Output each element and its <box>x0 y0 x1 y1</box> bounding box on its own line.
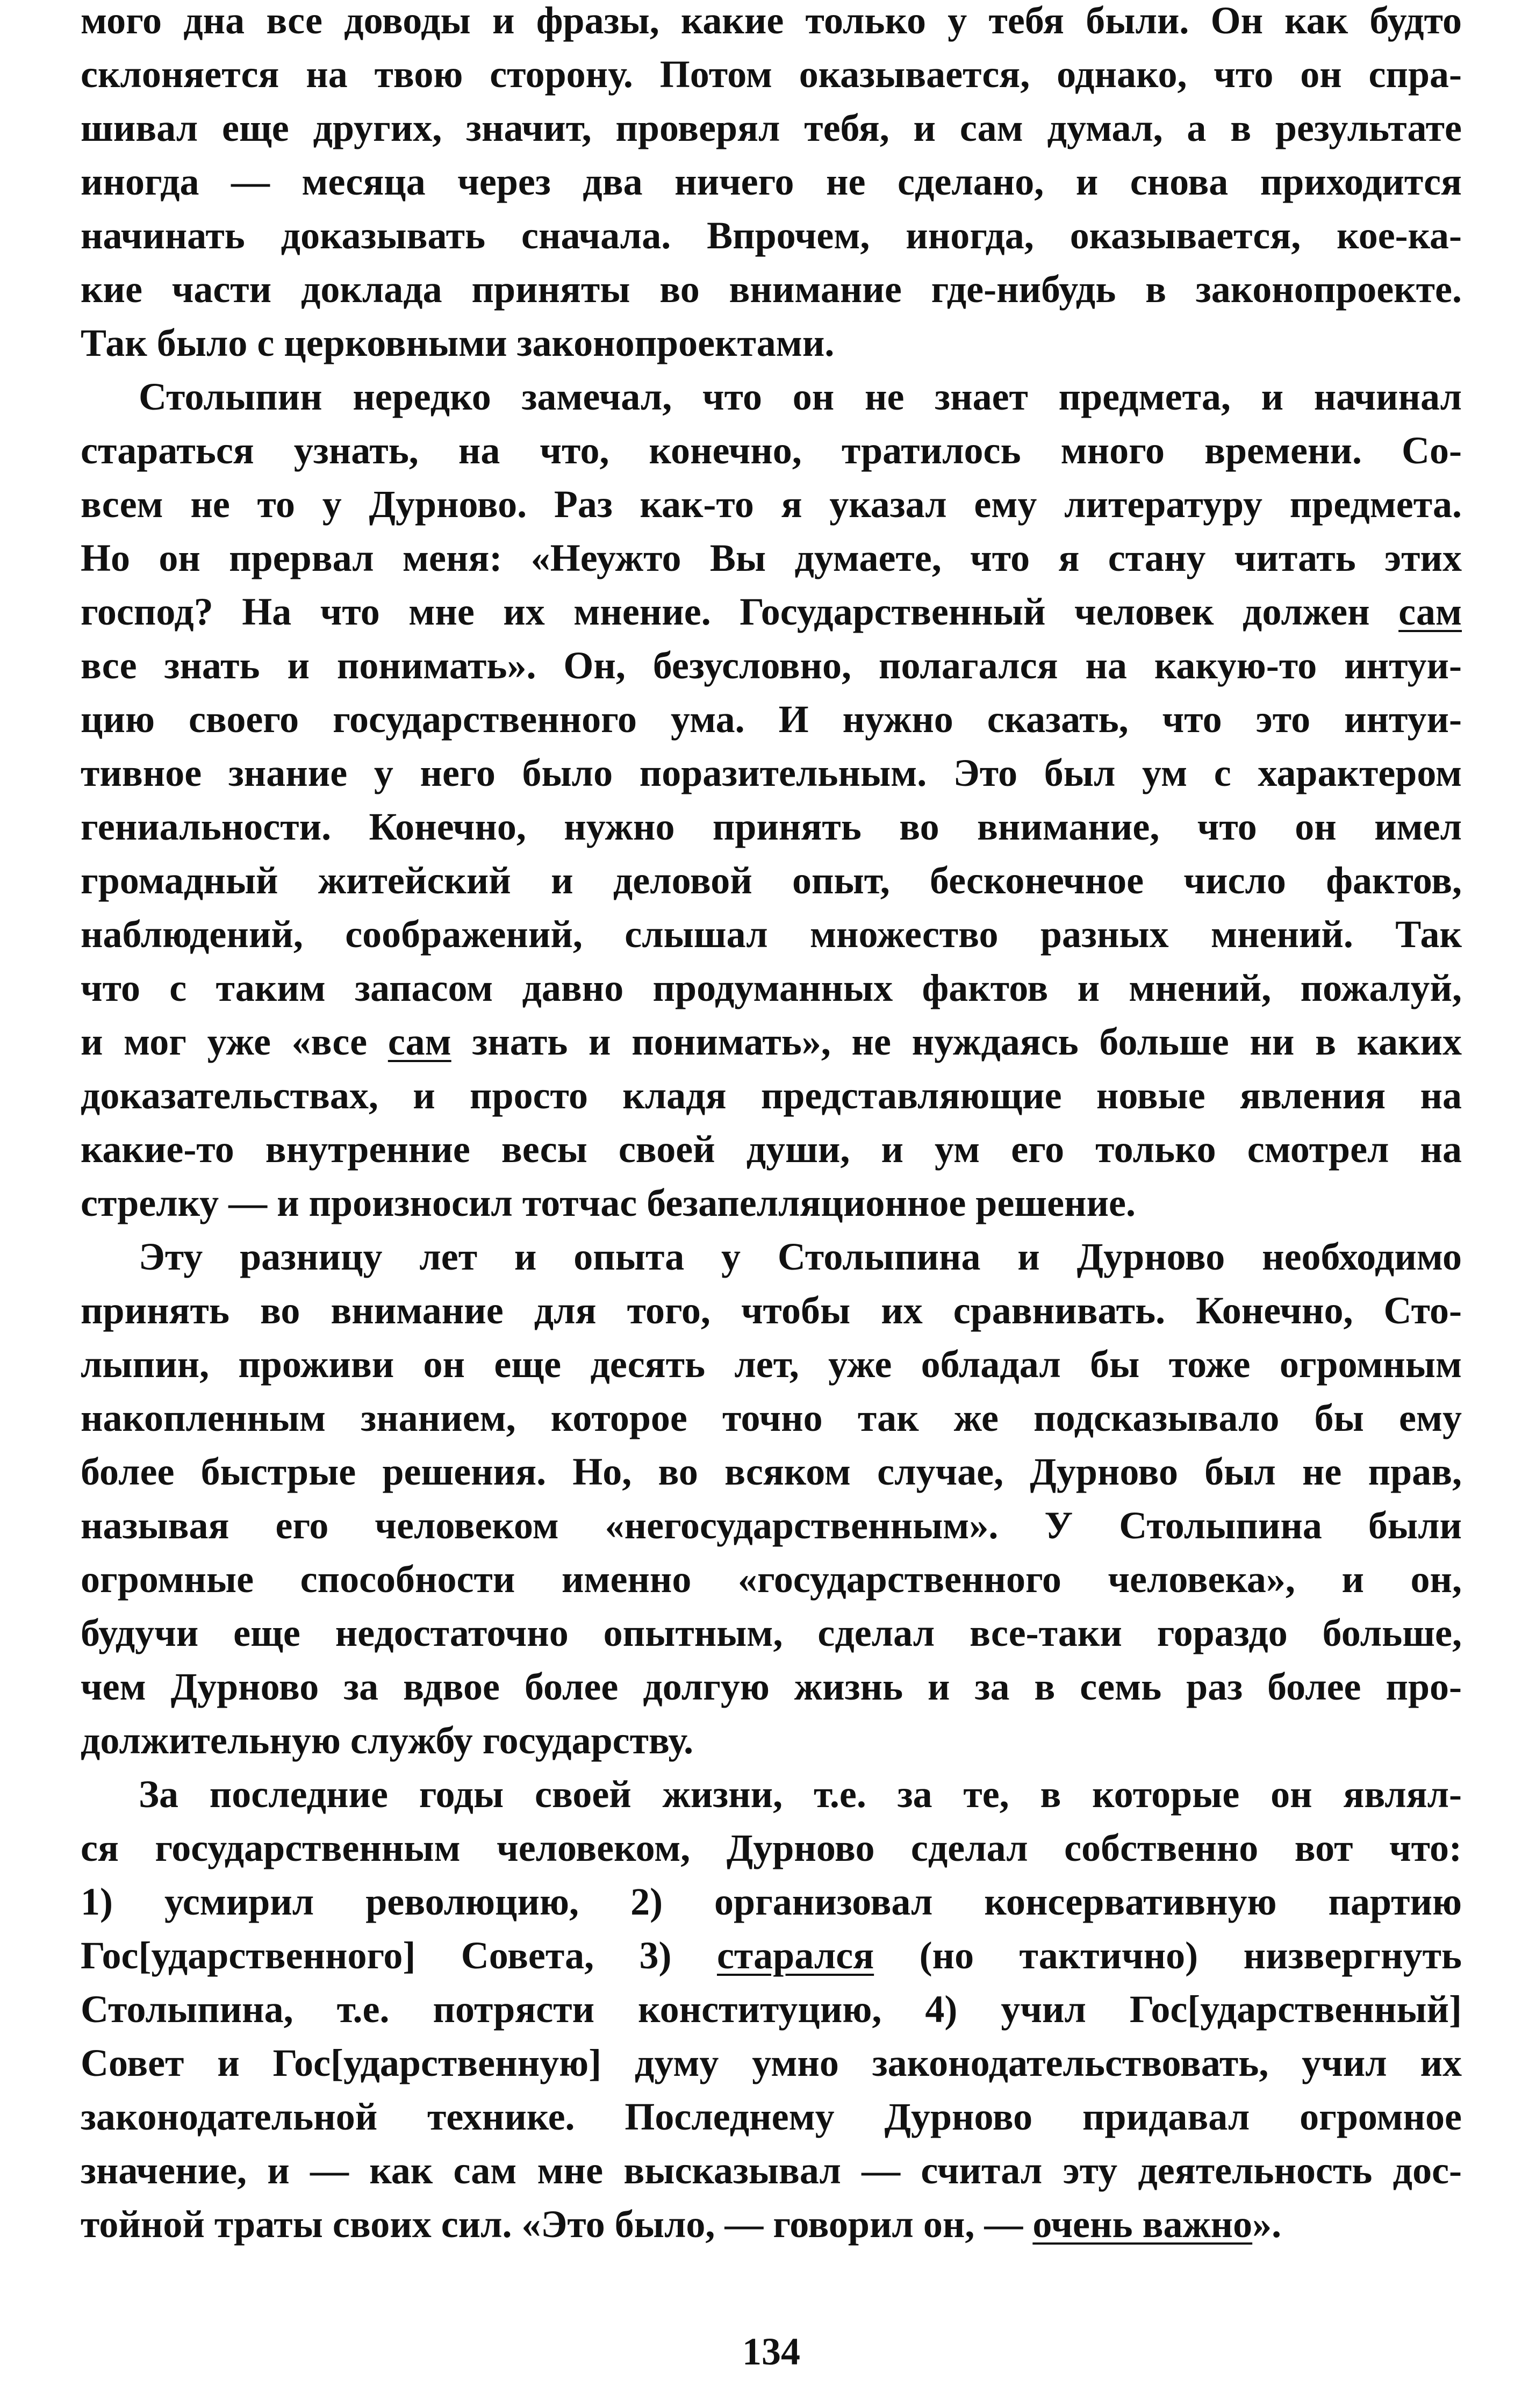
text-line <box>81 1821 1462 1875</box>
text-line <box>81 746 1462 800</box>
text-line <box>81 262 1462 316</box>
text-line <box>81 1982 1462 2036</box>
text-segment: все знать и понимать». Он, безусловно, полагался на какую-то интуи- <box>81 644 1462 687</box>
page-number: 134 <box>742 2330 800 2373</box>
paragraph <box>81 370 1462 1230</box>
text-segment: ». <box>1252 2203 1282 2246</box>
text-line <box>81 2144 1462 2197</box>
text-line <box>81 639 1462 692</box>
text-segment: всем не то у Дурново. Раз как-то я указал ему литературу предмета. <box>81 483 1462 526</box>
text-line <box>81 1015 1462 1069</box>
text-segment: будучи еще недостаточно опытным, сделал все-таки гораздо больше, <box>81 1611 1462 1654</box>
text-segment: и мог уже «все <box>81 1020 388 1063</box>
text-line <box>81 1284 1462 1337</box>
text-segment: начинать доказывать сначала. Впрочем, иногда, оказывается, кое-ка- <box>81 214 1462 257</box>
text-segment: господ? На что мне их мнение. Государственный человек должен <box>81 590 1399 633</box>
text-segment: мого дна все доводы и фразы, какие только у тебя были. Он как будто <box>81 0 1462 42</box>
text-line <box>81 1230 1462 1284</box>
text-segment: накопленным знанием, которое точно так же подсказывало бы ему <box>81 1396 1462 1439</box>
text-segment: За последние годы своей жизни, т.е. за те, в которые он являл- <box>139 1773 1462 1816</box>
text-line <box>81 101 1462 155</box>
text-segment: Но он прервал меня: «Неужто Вы думаете, что я стану читать этих <box>81 536 1462 579</box>
text-segment: склоняется на твою сторону. Потом оказывается, однако, что он спра- <box>81 53 1462 96</box>
text-line <box>81 1606 1462 1660</box>
text-segment: тивное знание у него было поразительным. Это был ум с характером <box>81 751 1462 794</box>
text-segment: Совет и Гос[ударственную] думу умно законодательствовать, учил их <box>81 2041 1462 2084</box>
paragraph <box>81 1767 1462 2251</box>
text-line <box>81 370 1462 424</box>
text-segment: доказательствах, и просто кладя представляющие новые явления на <box>81 1074 1462 1117</box>
text-segment: 1) усмирил революцию, 2) организовал консервативную партию <box>81 1880 1462 1923</box>
text-line <box>81 1391 1462 1445</box>
text-line <box>81 692 1462 746</box>
text-line <box>81 1767 1462 1821</box>
underlined-word: очень важно <box>1032 2203 1253 2246</box>
text-line <box>81 907 1462 961</box>
text-line <box>81 531 1462 585</box>
text-line <box>81 47 1462 101</box>
text-line <box>81 2197 1462 2251</box>
book-page <box>81 0 1462 2408</box>
body-text <box>81 0 1462 2251</box>
text-segment: Так было с церковными законопроектами. <box>81 321 835 364</box>
text-segment: тойной траты своих сил. «Это было, — говорил он, — <box>81 2203 1033 2246</box>
text-line <box>81 2036 1462 2090</box>
text-line <box>81 155 1462 209</box>
text-segment: гениальности. Конечно, нужно принять во внимание, что он имел <box>81 805 1462 848</box>
text-segment: Эту разницу лет и опыта у Столыпина и Дурново необходимо <box>139 1235 1462 1278</box>
paragraph <box>81 1230 1462 1767</box>
text-line <box>81 1660 1462 1714</box>
text-line <box>81 585 1462 639</box>
text-segment: знать и понимать», не нуждаясь больше ни в каких <box>451 1020 1462 1063</box>
text-line <box>81 1552 1462 1606</box>
text-segment: наблюдений, соображений, слышал множество разных мнений. Так <box>81 913 1462 956</box>
text-segment: шивал еще других, значит, проверял тебя, и сам думал, а в результате <box>81 106 1462 149</box>
text-segment: (но тактично) низвергнуть <box>874 1934 1462 1977</box>
text-line <box>81 1875 1462 1929</box>
text-line <box>81 961 1462 1015</box>
text-segment: Столыпин нередко замечал, что он не знает предмета, и начинал <box>139 375 1462 418</box>
text-segment: какие-то внутренние весы своей души, и ум его только смотрел на <box>81 1128 1462 1171</box>
text-segment: принять во внимание для того, чтобы их сравнивать. Конечно, Сто- <box>81 1289 1462 1332</box>
text-line <box>81 1176 1462 1230</box>
text-line <box>81 800 1462 854</box>
text-segment: иногда — месяца через два ничего не сделано, и снова приходится <box>81 160 1462 203</box>
text-segment: ся государственным человеком, Дурново сделал собственно вот что: <box>81 1826 1462 1869</box>
text-line <box>81 477 1462 531</box>
text-segment: чем Дурново за вдвое более долгую жизнь и за в семь раз более про- <box>81 1665 1462 1708</box>
text-segment: более быстрые решения. Но, во всяком случае, Дурново был не прав, <box>81 1450 1462 1493</box>
text-segment: кие части доклада приняты во внимание где-нибудь в законопроекте. <box>81 268 1462 311</box>
text-segment: цию своего государственного ума. И нужно сказать, что это интуи- <box>81 698 1462 741</box>
text-line <box>81 1445 1462 1499</box>
text-segment: называя его человеком «негосударственным». У Столыпина были <box>81 1504 1462 1547</box>
underlined-word: сам <box>387 1020 451 1063</box>
text-line <box>81 209 1462 262</box>
text-segment: стараться узнать, на что, конечно, тратилось много времени. Со- <box>81 429 1462 472</box>
text-segment: законодательной технике. Последнему Дурново придавал огромное <box>81 2095 1462 2138</box>
paragraph <box>81 0 1462 370</box>
underlined-word: сам <box>1398 590 1462 633</box>
text-segment: громадный житейский и деловой опыт, бесконечное число фактов, <box>81 859 1462 902</box>
text-segment: Гос[ударственного] Совета, 3) <box>81 1934 717 1977</box>
text-segment: огромные способности именно «государственного человека», и он, <box>81 1558 1462 1601</box>
text-line <box>81 0 1462 47</box>
text-segment: лыпин, проживи он еще десять лет, уже обладал бы тоже огромным <box>81 1343 1462 1386</box>
text-line <box>81 424 1462 477</box>
text-segment: что с таким запасом давно продуманных фактов и мнений, пожалуй, <box>81 966 1462 1009</box>
text-line <box>81 2090 1462 2144</box>
underlined-word: старался <box>716 1934 874 1977</box>
text-line <box>81 1337 1462 1391</box>
text-line <box>81 1122 1462 1176</box>
text-line <box>81 854 1462 907</box>
text-line <box>81 316 1462 370</box>
text-line <box>81 1499 1462 1552</box>
text-line <box>81 1714 1462 1767</box>
text-segment: значение, и — как сам мне высказывал — считал эту деятельность дос- <box>81 2149 1462 2192</box>
text-line <box>81 1929 1462 1982</box>
text-segment: стрелку — и произносил тотчас безапелляционное решение. <box>81 1181 1136 1224</box>
text-segment: должительную службу государству. <box>81 1719 694 1762</box>
text-line <box>81 1069 1462 1122</box>
text-segment: Столыпина, т.е. потрясти конституцию, 4) учил Гос[ударственный] <box>81 1988 1462 2031</box>
